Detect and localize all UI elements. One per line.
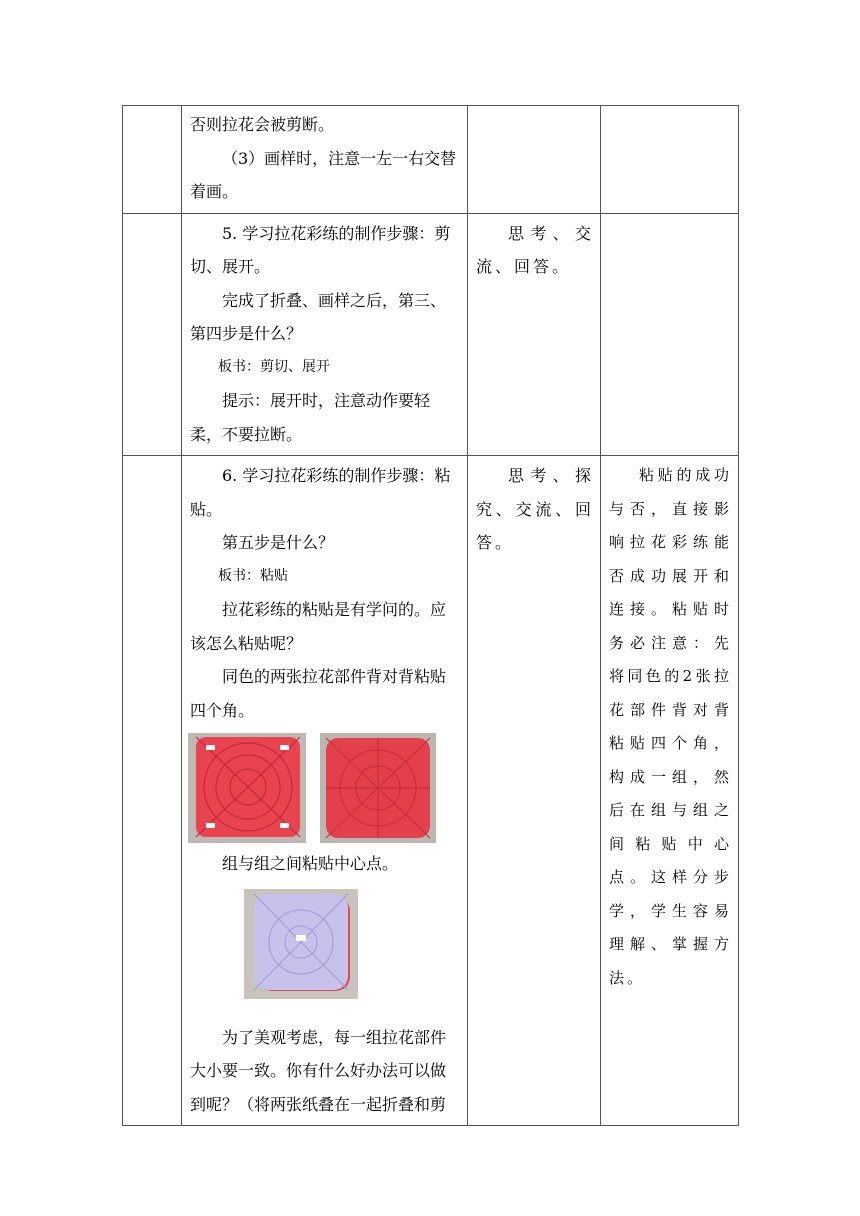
tip-text: 提示：展开时，注意动作要轻柔，不要拉断。 (190, 391, 431, 444)
red-paper-photo-corners (188, 733, 306, 843)
activity-text: 思考、交流、回答。 (476, 223, 594, 276)
student-activity-cell (468, 456, 601, 1126)
text-line: （3）画样时，注意一左一右交替着画。 (190, 148, 457, 201)
design-intent-cell (601, 106, 739, 214)
blank-column-cell (123, 106, 182, 214)
table-row (123, 456, 739, 1126)
board-note: 板书：剪切、展开 (218, 358, 330, 375)
table-row (123, 106, 739, 214)
photo-row (244, 889, 461, 999)
question-text: 完成了折叠、画样之后，第三、第四步是什么？ (190, 290, 447, 343)
table-row (123, 213, 739, 456)
paragraph-text: 组与组之间粘贴中心点。 (222, 854, 399, 873)
design-intent-cell (601, 456, 739, 1126)
lesson-plan-table (122, 105, 739, 1126)
purple-paper-photo-center (244, 889, 358, 999)
teaching-content-cell (182, 456, 468, 1126)
photo-row (188, 733, 461, 843)
board-note: 板书：粘贴 (218, 567, 288, 584)
student-activity-cell (468, 106, 601, 214)
student-activity-cell (468, 213, 601, 456)
teaching-content-cell (182, 106, 468, 214)
paragraph-text: 为了美观考虑，每一组拉花部件大小要一致。你有什么好办法可以做到呢？（将两张纸叠在一起折叠和剪 (190, 1027, 447, 1114)
design-intent-text: 粘贴的成功与否，直接影响拉花彩练能否成功展开和连接。粘贴时务必注意：先将同色的2张拉花部件背对背粘贴四个角，构成一组，然后在组与组之间粘贴中心点。这样分步学，学生容易理解、掌握方法。 (609, 466, 732, 987)
activity-text: 思考、探究、交流、回答。 (476, 466, 594, 552)
question-text: 第五步是什么？ (222, 533, 335, 552)
text-line: 否则拉花会被剪断。 (190, 115, 335, 134)
blank-column-cell (123, 213, 182, 456)
step-heading: 6. 学习拉花彩练的制作步骤：粘贴。 (190, 466, 451, 519)
step-heading: 5. 学习拉花彩练的制作步骤：剪切、展开。 (190, 223, 451, 276)
paragraph-text: 拉花彩练的粘贴是有学问的。应该怎么粘贴呢？ (190, 600, 447, 653)
design-intent-cell (601, 213, 739, 456)
blank-column-cell (123, 456, 182, 1126)
red-paper-photo-folded (320, 733, 436, 843)
paragraph-text: 同色的两张拉花部件背对背粘贴四个角。 (190, 667, 447, 720)
teaching-content-cell (182, 213, 468, 456)
